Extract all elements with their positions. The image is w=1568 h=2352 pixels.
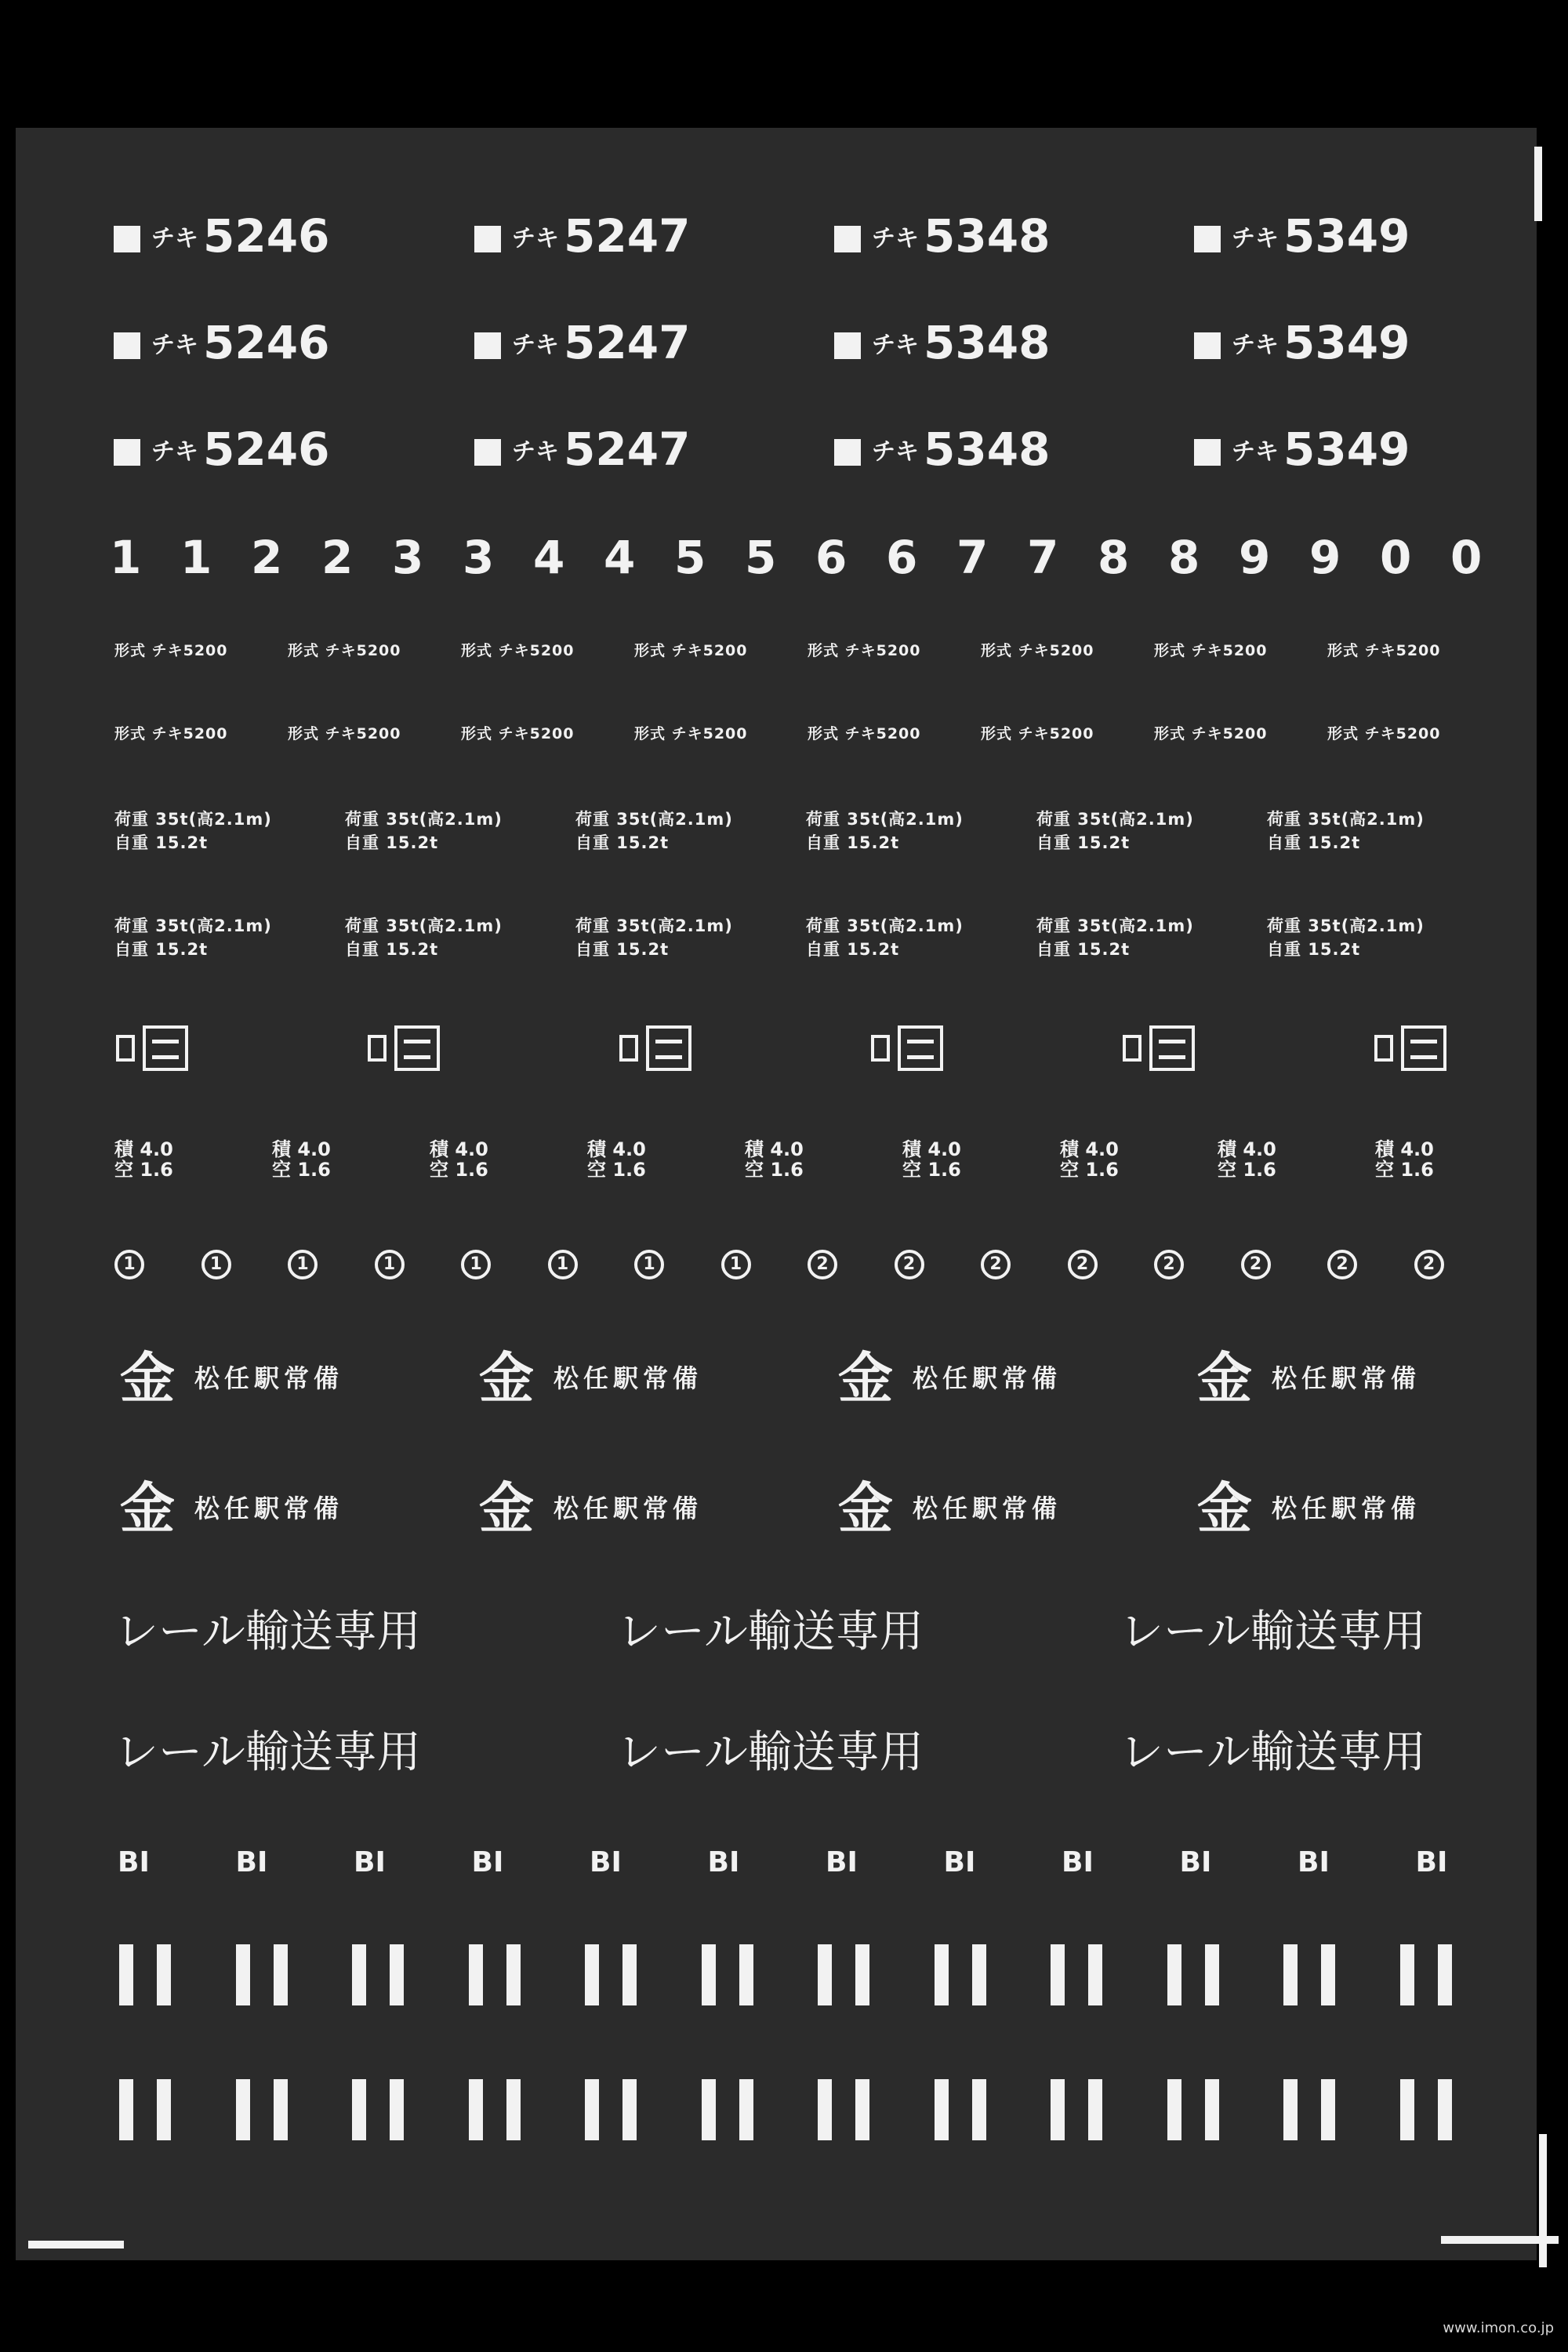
digit: 7 — [956, 531, 989, 584]
circle-glyph: 1 — [201, 1250, 231, 1279]
bi-label: BI — [471, 1846, 504, 1878]
bar-mark — [1051, 1944, 1102, 2009]
load-label — [902, 1139, 961, 1180]
empty-value: 空 1.6 — [1218, 1159, 1276, 1181]
bi-label: BI — [118, 1846, 150, 1878]
circled-number — [634, 1250, 664, 1279]
circled-number — [808, 1250, 837, 1279]
plate-prefix: チキ — [1232, 331, 1279, 359]
double-bar-icon — [352, 1944, 404, 2005]
station-text: 松任駅常備 — [913, 1363, 1062, 1393]
digit: 6 — [815, 531, 848, 584]
number-plate — [1194, 423, 1410, 476]
svg-text:金: 金 — [479, 1347, 534, 1406]
circle-glyph: 2 — [1241, 1250, 1271, 1279]
load-capacity: 荷重 35t(高2.1m) — [114, 810, 272, 829]
plate-prefix: チキ — [512, 437, 559, 466]
plate-prefix: チキ — [151, 437, 198, 466]
digit: 1 — [110, 531, 142, 584]
plate-number: 5247 — [564, 423, 691, 476]
bi-label: BI — [826, 1846, 858, 1878]
weight-label — [806, 914, 964, 961]
circle-glyph: 1 — [114, 1250, 144, 1279]
bar-mark — [352, 2079, 404, 2143]
station-text: 松任駅常備 — [194, 1363, 344, 1393]
type-label: 形式 チキ5200 — [1154, 642, 1268, 659]
weight-label — [1036, 914, 1194, 961]
inspection-plate — [1374, 1024, 1446, 1073]
load-capacity: 荷重 35t(高2.1m) — [114, 916, 272, 935]
bi-label: BI — [1179, 1846, 1212, 1878]
empty-value: 空 1.6 — [1375, 1159, 1434, 1181]
bar-mark — [818, 1944, 869, 2009]
plate-prefix: チキ — [872, 437, 919, 466]
svg-text:金: 金 — [120, 1347, 175, 1406]
tare-weight: 自重 15.2t — [806, 940, 900, 959]
circle-glyph: 1 — [461, 1250, 491, 1279]
plate-square — [474, 226, 501, 252]
number-plate — [1194, 316, 1410, 369]
plate-prefix: チキ — [512, 224, 559, 252]
plate-square — [1194, 439, 1221, 466]
plate-square — [1194, 332, 1221, 359]
empty-value: 空 1.6 — [587, 1159, 646, 1181]
load-capacity: 荷重 35t(高2.1m) — [575, 916, 733, 935]
double-bar-icon — [818, 1944, 869, 2005]
number-plate — [114, 423, 330, 476]
type-label: 形式 チキ5200 — [1327, 725, 1441, 742]
tare-weight: 自重 15.2t — [575, 940, 670, 959]
bi-label: BI — [943, 1846, 976, 1878]
bar-mark — [119, 1944, 171, 2009]
bar-mark — [818, 2079, 869, 2143]
station-logo-icon — [118, 1477, 177, 1537]
type-label: 形式 チキ5200 — [288, 642, 401, 659]
plate-number: 5247 — [564, 209, 691, 263]
tare-weight: 自重 15.2t — [806, 833, 900, 852]
double-bar-icon — [469, 2079, 521, 2140]
plate-number: 5247 — [564, 316, 691, 369]
plate-square — [834, 332, 861, 359]
load-label — [1375, 1139, 1434, 1180]
load-label — [430, 1139, 488, 1180]
type-label: 形式 チキ5200 — [1154, 725, 1268, 742]
station-mark — [1195, 1477, 1421, 1537]
digit: 0 — [1380, 531, 1412, 584]
number-plate — [474, 209, 691, 263]
double-bar-icon — [119, 1944, 171, 2005]
station-logo-icon — [477, 1477, 536, 1537]
bar-mark — [469, 2079, 521, 2143]
plate-prefix: チキ — [151, 224, 198, 252]
bar-mark — [1400, 1944, 1452, 2009]
weight-label — [575, 914, 733, 961]
bar-mark — [935, 1944, 986, 2009]
bar-mark — [236, 1944, 288, 2009]
circle-glyph: 2 — [1154, 1250, 1184, 1279]
loaded-value: 積 4.0 — [430, 1138, 488, 1160]
plate-prefix: チキ — [1232, 224, 1279, 252]
digit: 2 — [251, 531, 283, 584]
weight-label — [806, 808, 964, 855]
station-mark — [477, 1347, 702, 1406]
empty-value: 空 1.6 — [1060, 1159, 1119, 1181]
load-label — [1060, 1139, 1119, 1180]
type-label: 形式 チキ5200 — [808, 725, 921, 742]
circled-number — [114, 1250, 144, 1279]
tare-weight: 自重 15.2t — [575, 833, 670, 852]
number-plate — [474, 423, 691, 476]
plate-square — [114, 226, 140, 252]
station-text: 松任駅常備 — [1272, 1363, 1421, 1393]
number-plate — [834, 423, 1051, 476]
plate-number: 5246 — [203, 209, 330, 263]
rail-transport-label: レール輸送専用 — [617, 1727, 924, 1778]
digit: 6 — [886, 531, 918, 584]
double-bar-icon — [1051, 1944, 1102, 2005]
empty-value: 空 1.6 — [902, 1159, 961, 1181]
plate-number: 5348 — [924, 316, 1051, 369]
circle-glyph: 1 — [375, 1250, 405, 1279]
rail-transport-label: レール輸送専用 — [617, 1606, 924, 1657]
double-bar-icon — [585, 1944, 637, 2005]
type-label: 形式 チキ5200 — [1327, 642, 1441, 659]
plate-prefix: チキ — [872, 224, 919, 252]
loaded-value: 積 4.0 — [1375, 1138, 1434, 1160]
bi-label: BI — [707, 1846, 740, 1878]
bi-label: BI — [590, 1846, 622, 1878]
type-label: 形式 チキ5200 — [114, 642, 228, 659]
circled-number — [548, 1250, 578, 1279]
digit: 2 — [321, 531, 354, 584]
loaded-value: 積 4.0 — [587, 1138, 646, 1160]
load-label — [114, 1139, 173, 1180]
station-mark — [836, 1347, 1062, 1406]
circle-glyph: 1 — [548, 1250, 578, 1279]
empty-value: 空 1.6 — [272, 1159, 331, 1181]
circled-number — [375, 1250, 405, 1279]
loaded-value: 積 4.0 — [272, 1138, 331, 1160]
double-bar-icon — [119, 2079, 171, 2140]
empty-value: 空 1.6 — [745, 1159, 804, 1181]
tare-weight: 自重 15.2t — [1267, 940, 1361, 959]
circled-number — [981, 1250, 1011, 1279]
weight-label — [114, 914, 272, 961]
inspection-plate — [619, 1024, 691, 1073]
number-plate — [474, 316, 691, 369]
type-label: 形式 チキ5200 — [461, 642, 575, 659]
weight-label — [1036, 808, 1194, 855]
type-label: 形式 チキ5200 — [634, 725, 748, 742]
station-mark — [1195, 1347, 1421, 1406]
circled-number — [288, 1250, 318, 1279]
double-bar-icon — [585, 2079, 637, 2140]
bar-mark — [585, 1944, 637, 2009]
empty-value: 空 1.6 — [114, 1159, 173, 1181]
circled-number — [1414, 1250, 1444, 1279]
number-plate — [834, 316, 1051, 369]
double-bar-icon — [469, 1944, 521, 2005]
double-bar-icon — [702, 1944, 753, 2005]
circle-glyph: 2 — [981, 1250, 1011, 1279]
number-plate — [834, 209, 1051, 263]
load-label — [1218, 1139, 1276, 1180]
type-label: 形式 チキ5200 — [461, 725, 575, 742]
digit: 3 — [392, 531, 424, 584]
double-bar-icon — [1400, 2079, 1452, 2140]
circled-number — [895, 1250, 924, 1279]
circled-number — [201, 1250, 231, 1279]
tare-weight: 自重 15.2t — [345, 940, 439, 959]
load-label — [745, 1139, 804, 1180]
plate-number: 5349 — [1283, 316, 1410, 369]
double-bar-icon — [236, 2079, 288, 2140]
loaded-value: 積 4.0 — [1060, 1138, 1119, 1160]
number-plate — [1194, 209, 1410, 263]
number-plate — [114, 316, 330, 369]
plate-number: 5348 — [924, 423, 1051, 476]
type-label: 形式 チキ5200 — [981, 642, 1094, 659]
load-capacity: 荷重 35t(高2.1m) — [575, 810, 733, 829]
double-bar-icon — [236, 1944, 288, 2005]
double-bar-icon — [935, 2079, 986, 2140]
circle-glyph: 2 — [1414, 1250, 1444, 1279]
digit: 1 — [180, 531, 212, 584]
load-capacity: 荷重 35t(高2.1m) — [1036, 810, 1194, 829]
type-label: 形式 チキ5200 — [808, 642, 921, 659]
bar-mark — [1283, 1944, 1335, 2009]
bar-mark — [236, 2079, 288, 2143]
tare-weight: 自重 15.2t — [114, 833, 209, 852]
registration-mark-bottom-right-vertical — [1539, 2134, 1547, 2267]
digit: 3 — [463, 531, 495, 584]
station-text: 松任駅常備 — [194, 1494, 344, 1523]
bar-mark — [1283, 2079, 1335, 2143]
double-bar-icon — [1167, 2079, 1219, 2140]
plate-prefix: チキ — [151, 331, 198, 359]
bar-mark — [119, 2079, 171, 2143]
circled-number — [1241, 1250, 1271, 1279]
double-bar-icon — [818, 2079, 869, 2140]
load-capacity: 荷重 35t(高2.1m) — [806, 810, 964, 829]
weight-label — [1267, 914, 1425, 961]
station-text: 松任駅常備 — [554, 1363, 703, 1393]
load-label — [587, 1139, 646, 1180]
plate-number: 5246 — [203, 316, 330, 369]
tare-weight: 自重 15.2t — [1267, 833, 1361, 852]
plate-square — [114, 439, 140, 466]
circle-glyph: 2 — [1068, 1250, 1098, 1279]
tare-weight: 自重 15.2t — [1036, 833, 1131, 852]
tare-weight: 自重 15.2t — [114, 940, 209, 959]
digit: 4 — [533, 531, 565, 584]
circle-glyph: 1 — [721, 1250, 751, 1279]
bar-mark — [702, 1944, 753, 2009]
circled-number — [1154, 1250, 1184, 1279]
loaded-value: 積 4.0 — [1218, 1138, 1276, 1160]
double-bar-icon — [1400, 1944, 1452, 2005]
plate-number: 5348 — [924, 209, 1051, 263]
inspection-plate — [1123, 1024, 1195, 1073]
registration-mark-bottom-right-horizontal — [1441, 2236, 1559, 2244]
digit: 5 — [745, 531, 777, 584]
bi-label: BI — [235, 1846, 268, 1878]
station-text: 松任駅常備 — [913, 1494, 1062, 1523]
plate-square — [474, 332, 501, 359]
plate-number: 5349 — [1283, 423, 1410, 476]
digit: 7 — [1027, 531, 1059, 584]
station-mark — [118, 1347, 343, 1406]
double-bar-icon — [935, 1944, 986, 2005]
digit: 0 — [1450, 531, 1483, 584]
svg-text:金: 金 — [838, 1477, 893, 1537]
bar-mark — [1051, 2079, 1102, 2143]
station-logo-icon — [836, 1347, 895, 1406]
bar-mark — [935, 2079, 986, 2143]
station-logo-icon — [1195, 1347, 1254, 1406]
bi-label: BI — [1415, 1846, 1448, 1878]
digit: 4 — [604, 531, 636, 584]
svg-text:金: 金 — [479, 1477, 534, 1537]
load-label — [272, 1139, 331, 1180]
station-logo-icon — [118, 1347, 177, 1406]
registration-mark-top-right — [1534, 147, 1542, 221]
double-bar-icon — [702, 2079, 753, 2140]
bar-mark — [1400, 2079, 1452, 2143]
plate-number: 5349 — [1283, 209, 1410, 263]
load-capacity: 荷重 35t(高2.1m) — [1267, 810, 1425, 829]
bi-label: BI — [354, 1846, 386, 1878]
digit: 9 — [1309, 531, 1341, 584]
circled-number — [721, 1250, 751, 1279]
svg-text:金: 金 — [120, 1477, 175, 1537]
digit: 8 — [1168, 531, 1200, 584]
circle-glyph: 2 — [1327, 1250, 1357, 1279]
loaded-value: 積 4.0 — [902, 1138, 961, 1160]
bar-mark — [585, 2079, 637, 2143]
registration-mark-bottom-left — [28, 2241, 124, 2249]
type-label: 形式 チキ5200 — [114, 725, 228, 742]
digit: 5 — [674, 531, 706, 584]
double-bar-icon — [1167, 1944, 1219, 2005]
plate-square — [1194, 226, 1221, 252]
load-capacity: 荷重 35t(高2.1m) — [345, 810, 503, 829]
station-mark — [118, 1477, 343, 1537]
station-mark — [836, 1477, 1062, 1537]
inspection-plate — [368, 1024, 440, 1073]
svg-text:金: 金 — [838, 1347, 893, 1406]
type-label: 形式 チキ5200 — [981, 725, 1094, 742]
station-logo-icon — [836, 1477, 895, 1537]
bi-label: BI — [1062, 1846, 1094, 1878]
load-capacity: 荷重 35t(高2.1m) — [345, 916, 503, 935]
digit: 8 — [1098, 531, 1130, 584]
bar-mark — [469, 1944, 521, 2009]
double-bar-icon — [1051, 2079, 1102, 2140]
station-text: 松任駅常備 — [1272, 1494, 1421, 1523]
weight-label — [345, 808, 503, 855]
type-label: 形式 チキ5200 — [288, 725, 401, 742]
load-capacity: 荷重 35t(高2.1m) — [1267, 916, 1425, 935]
circle-glyph: 1 — [634, 1250, 664, 1279]
plate-square — [834, 439, 861, 466]
plate-number: 5246 — [203, 423, 330, 476]
station-mark — [477, 1477, 702, 1537]
svg-text:金: 金 — [1197, 1347, 1252, 1406]
type-label: 形式 チキ5200 — [634, 642, 748, 659]
circle-glyph: 2 — [808, 1250, 837, 1279]
plate-prefix: チキ — [512, 331, 559, 359]
bar-mark — [1167, 1944, 1219, 2009]
bar-mark — [702, 2079, 753, 2143]
number-plate — [114, 209, 330, 263]
tare-weight: 自重 15.2t — [1036, 940, 1131, 959]
empty-value: 空 1.6 — [430, 1159, 488, 1181]
circled-number — [461, 1250, 491, 1279]
load-capacity: 荷重 35t(高2.1m) — [806, 916, 964, 935]
plate-square — [834, 226, 861, 252]
weight-label — [345, 914, 503, 961]
bar-mark — [352, 1944, 404, 2009]
circle-glyph: 1 — [288, 1250, 318, 1279]
digit: 9 — [1239, 531, 1271, 584]
svg-text:金: 金 — [1197, 1477, 1252, 1537]
bar-mark — [1167, 2079, 1219, 2143]
plate-prefix: チキ — [1232, 437, 1279, 466]
rail-transport-label: レール輸送専用 — [1120, 1606, 1426, 1657]
tare-weight: 自重 15.2t — [345, 833, 439, 852]
weight-label — [1267, 808, 1425, 855]
plate-prefix: チキ — [872, 331, 919, 359]
double-bar-icon — [1283, 2079, 1335, 2140]
weight-label — [575, 808, 733, 855]
double-bar-icon — [352, 2079, 404, 2140]
rail-transport-label: レール輸送専用 — [1120, 1727, 1426, 1778]
circled-number — [1068, 1250, 1098, 1279]
loaded-value: 積 4.0 — [745, 1138, 804, 1160]
circled-number — [1327, 1250, 1357, 1279]
site-credit: www.imon.co.jp — [1443, 2320, 1554, 2336]
station-logo-icon — [1195, 1477, 1254, 1537]
station-text: 松任駅常備 — [554, 1494, 703, 1523]
plate-square — [474, 439, 501, 466]
station-logo-icon — [477, 1347, 536, 1406]
rail-transport-label: レール輸送専用 — [114, 1727, 421, 1778]
weight-label — [114, 808, 272, 855]
load-capacity: 荷重 35t(高2.1m) — [1036, 916, 1194, 935]
rail-transport-label: レール輸送専用 — [114, 1606, 421, 1657]
double-bar-icon — [1283, 1944, 1335, 2005]
bi-label: BI — [1298, 1846, 1330, 1878]
circle-glyph: 2 — [895, 1250, 924, 1279]
loaded-value: 積 4.0 — [114, 1138, 173, 1160]
inspection-plate — [871, 1024, 943, 1073]
inspection-plate — [116, 1024, 188, 1073]
plate-square — [114, 332, 140, 359]
